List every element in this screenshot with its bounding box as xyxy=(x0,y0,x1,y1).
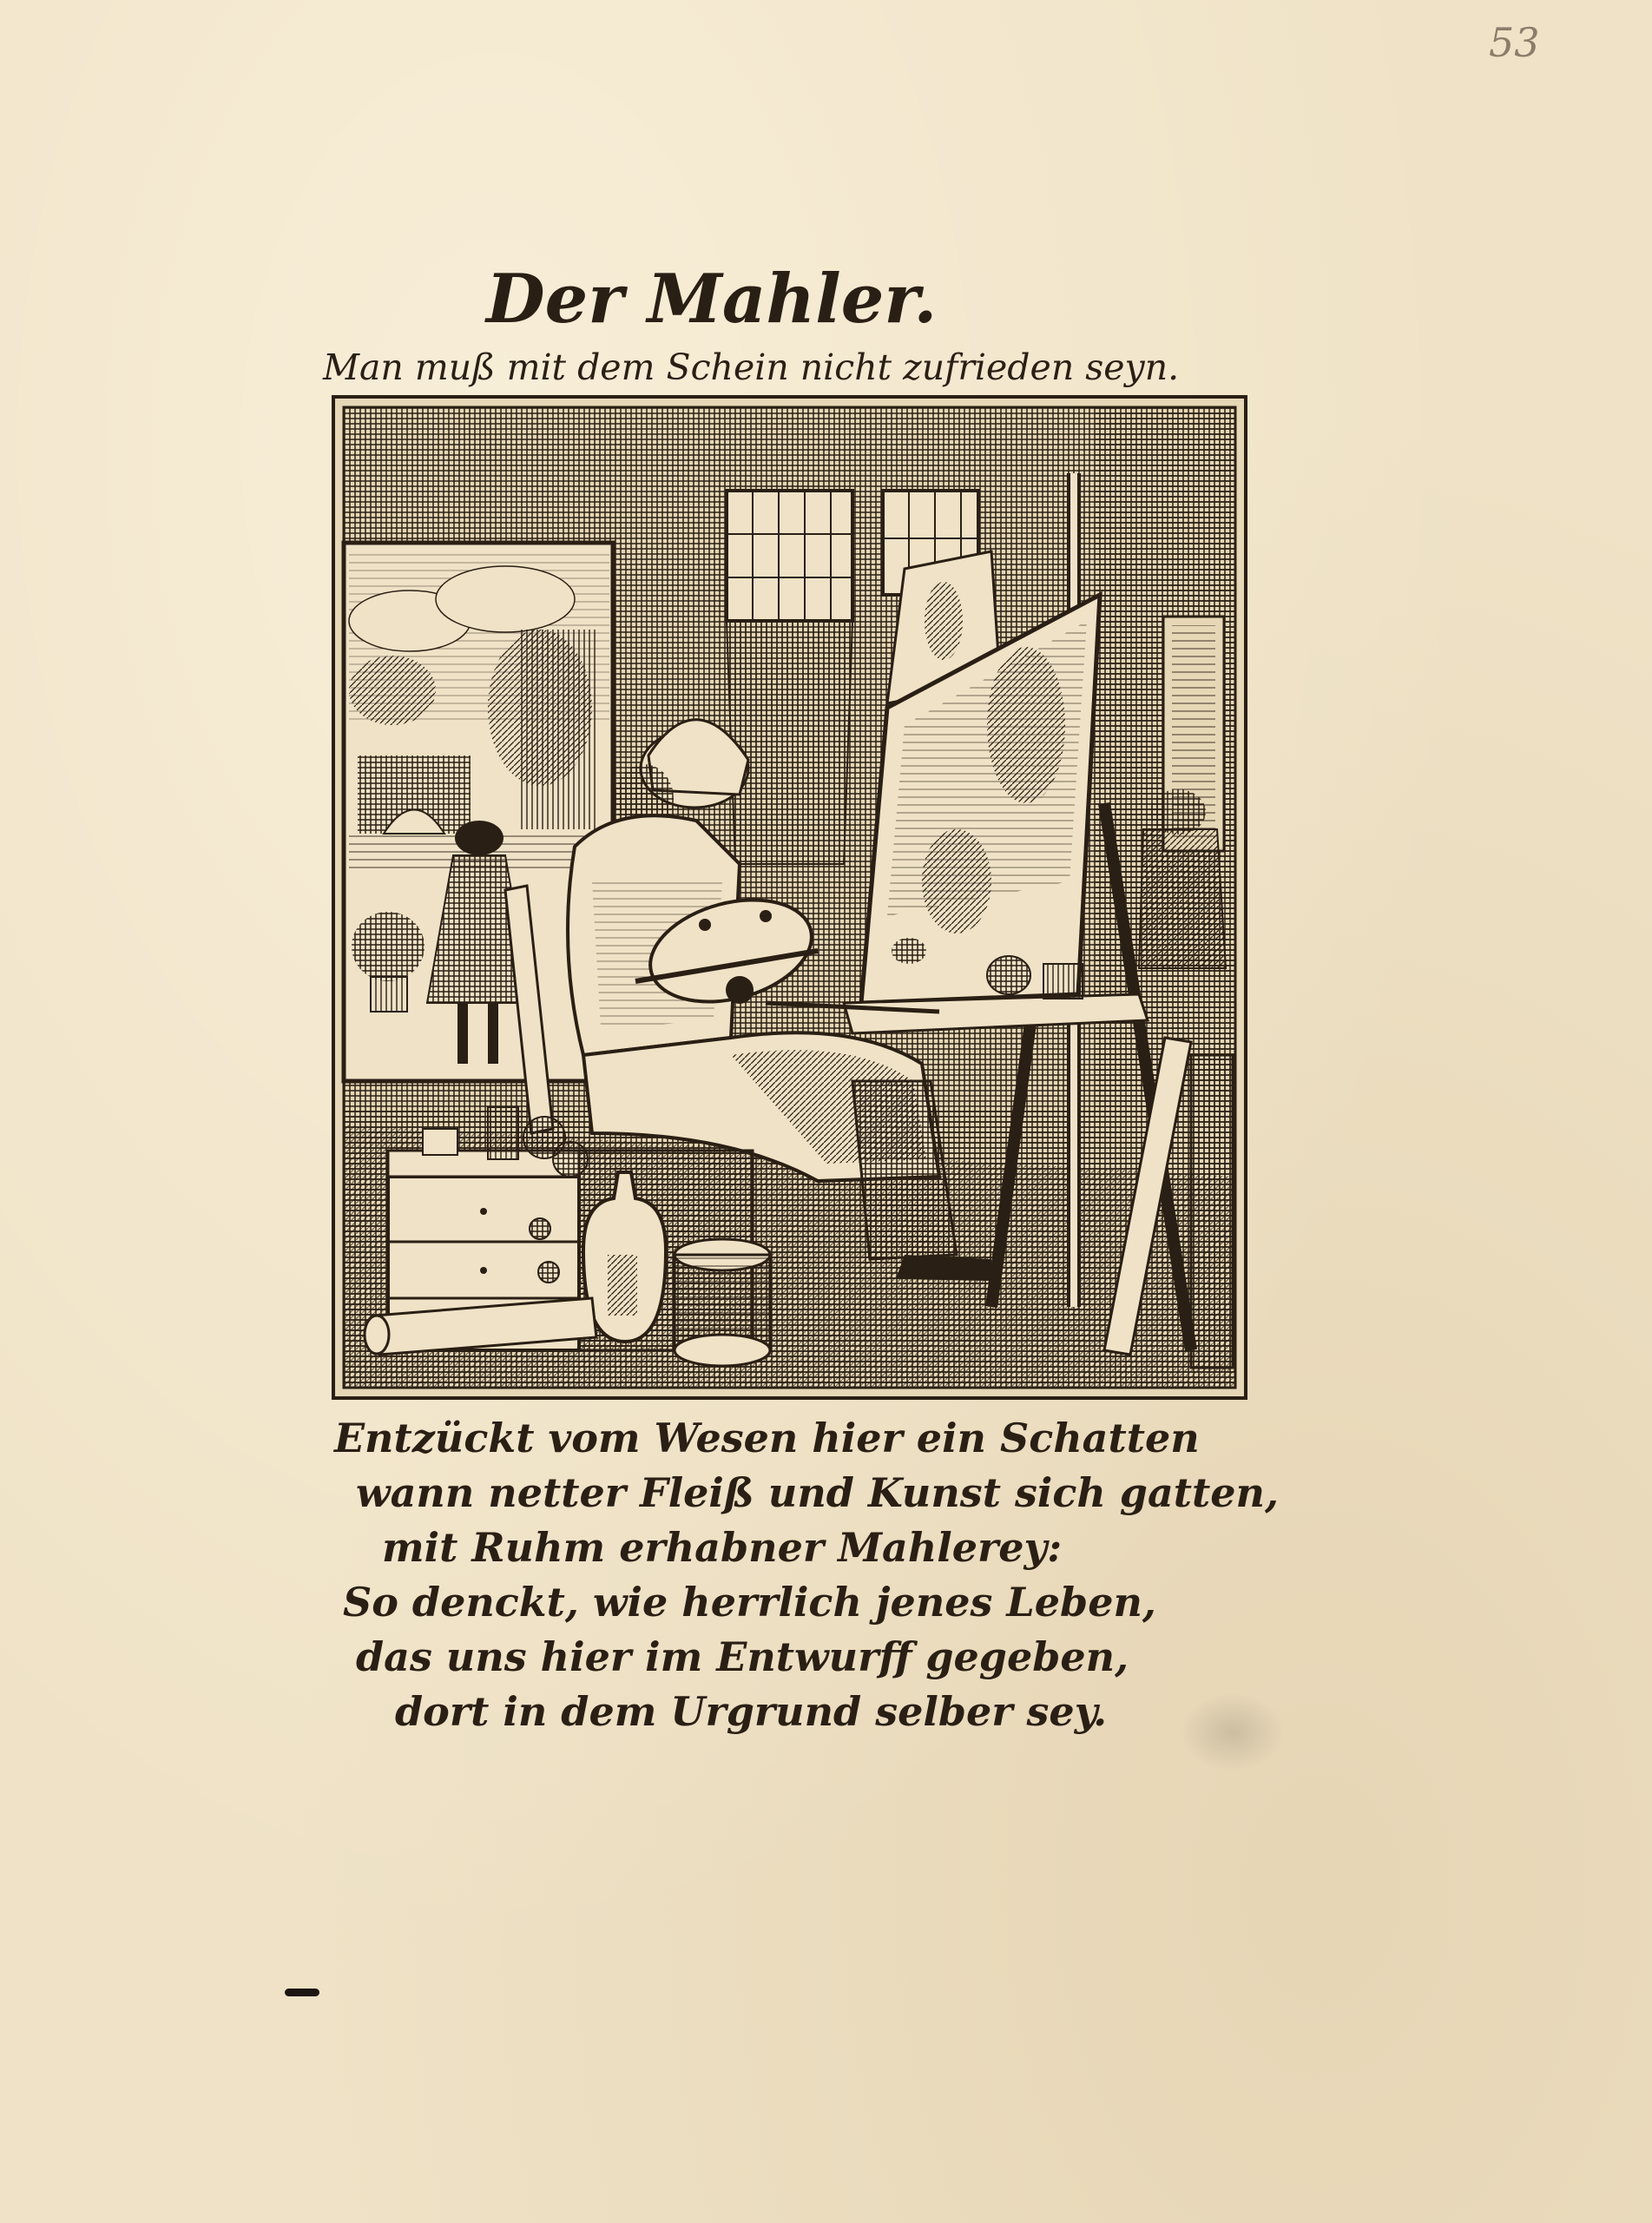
verse-line: wann netter Fleiß und Kunst sich gatten, xyxy=(356,1469,1279,1516)
engraving-plate xyxy=(332,395,1247,1400)
verse-line: So denckt, wie herrlich jenes Leben, xyxy=(343,1579,1156,1626)
ink-smudge xyxy=(1181,1693,1285,1771)
verse-line: Entzückt vom Wesen hier ein Schatten xyxy=(334,1415,1200,1461)
folio-number: 53 xyxy=(1489,19,1540,66)
motto: Man muß mit dem Schein nicht zufrieden seyn. xyxy=(323,346,1180,388)
page-title: Der Mahler. xyxy=(486,260,938,339)
verse-line: dort in dem Urgrund selber sey. xyxy=(395,1688,1108,1735)
verse-line: mit Ruhm erhabner Mahlerey: xyxy=(382,1524,1063,1571)
verse-line: das uns hier im Entwurff gegeben, xyxy=(356,1633,1129,1680)
ink-mark xyxy=(285,1989,319,1996)
verse-block xyxy=(334,1411,1289,1758)
